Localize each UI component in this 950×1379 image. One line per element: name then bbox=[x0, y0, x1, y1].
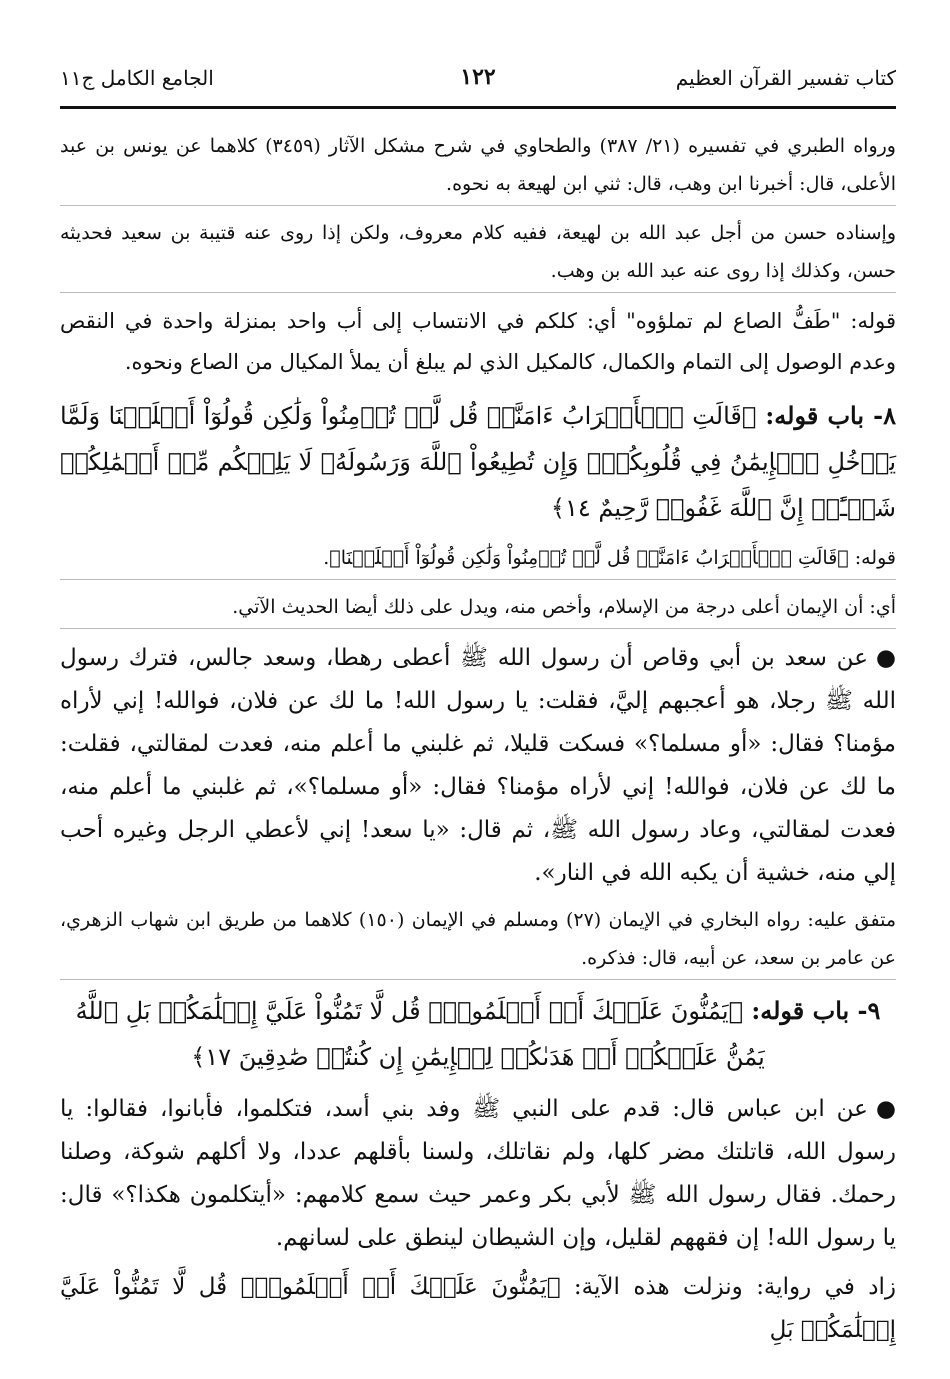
hadith-paragraph bbox=[60, 637, 896, 895]
hadith-paragraph bbox=[60, 1088, 896, 1260]
chapter-heading-9 bbox=[60, 988, 896, 1080]
narration-addition: زاد في رواية: ونزلت هذه الآية: ﴿يَمُنُّونَ عَلَيۡكَ أَنۡ أَسۡلَمُواْۖ قُل لَّا تَمُنُّواْ عَلَيَّ إِسۡلَٰمَكُمۖ بَلِ bbox=[60, 1274, 896, 1343]
hadith-source: متفق عليه: رواه البخاري في الإيمان (٢٧) ومسلم في الإيمان (١٥٠) كلاهما من طريق ابن شهاب الزهري، عن عامر بن سعد، عن أبيه، قال: فذكره. bbox=[60, 901, 896, 980]
quran-verse: ﴿قَالَتِ ٱلۡأَعۡرَابُ ءَامَنَّاۖ قُل لَّمۡ تُؤۡمِنُواْ وَلَٰكِن قُولُوٓاْ أَسۡلَمۡنَا وَلَمَّا يَدۡخُلِ ٱلۡإِيمَٰنُ فِي قُلُوبِكُمۡۖ وَإِن تُطِيعُواْ ٱللَّهَ وَرَسُولَهُۥ لَا يَلِتۡكُم مِّنۡ أَعۡمَٰلِكُمۡ شَيۡـًٔاۚ إِنَّ ٱللَّهَ غَفُورٞ رَّحِيمٌ ١٤﴾ bbox=[60, 402, 896, 522]
quran-verse: ﴿يَمُنُّونَ عَلَيۡكَ أَنۡ أَسۡلَمُواْۖ قُل لَّا تَمُنُّواْ عَلَيَّ إِسۡلَٰمَكُمۖ بَلِ ٱللَّهُ يَمُنُّ عَلَيۡكُمۡ أَنۡ هَدَىٰكُمۡ لِلۡإِيمَٰنِ إِن كُنتُمۡ صَٰدِقِينَ ١٧﴾ bbox=[75, 997, 765, 1071]
volume-label: الجامع الكامل ج١١ bbox=[60, 66, 214, 90]
footnote-paragraph: ورواه الطبري في تفسيره (٢١/ ٣٨٧) والطحاوي في شرح مشكل الآثار (٣٤٥٩) كلاهما عن يونس بن عبد الأعلى، قال: أخبرنا ابن وهب، قال: ثني ابن لهيعة به نحوه. bbox=[60, 127, 896, 206]
bullet-icon: ● bbox=[875, 1096, 896, 1122]
verse-quote: قوله: ﴿قَالَتِ ٱلۡأَعۡرَابُ ءَامَنَّاۖ قُل لَّمۡ تُؤۡمِنُواْ وَلَٰكِن قُولُوٓاْ أَسۡلَمۡنَا﴾. bbox=[60, 539, 896, 580]
page-header bbox=[60, 60, 896, 100]
footnote-paragraph: وإسناده حسن من أجل عبد الله بن لهيعة، ففيه كلام معروف، ولكن إذا روى عنه قتيبة بن سعيد فحديثه حسن، وكذلك إذا روى عنه عبد الله بن وهب. bbox=[60, 214, 896, 293]
header-rule bbox=[60, 106, 896, 109]
chapter-heading-label: ٩- باب قوله: bbox=[751, 996, 881, 1025]
chapter-heading-label: ٨- باب قوله: bbox=[765, 401, 896, 430]
explanation-paragraph: أي: أن الإيمان أعلى درجة من الإسلام، وأخص منه، ويدل على ذلك أيضا الحديث الآتي. bbox=[60, 588, 896, 629]
document-page bbox=[60, 60, 896, 1358]
hadith-text: عن ابن عباس قال: قدم على النبي ﷺ وفد بني أسد، فتكلموا، فأبانوا، فقالوا: يا رسول الله، قاتلتك مضر كلها، ولم نقاتلك، ولسنا بأقلهم عددا، ولا أكلهم شوكة، وصلنا رحمك. فقال رسول الله ﷺ لأبي بكر وعمر حيث سمع كلامهم: «أيتكلمون هكذا؟» قال: يا رسول الله! إن فقههم لقليل، وإن الشيطان لينطق على لسانهم. bbox=[60, 1096, 896, 1251]
commentary-paragraph: قوله: "طَفُّ الصاع لم تملؤوه" أي: كلكم في الانتساب إلى أب واحد بمنزلة واحدة في النقص وعدم الوصول إلى التمام والكمال، كالمكيل الذي لم يبلغ أن يملأ المكيال من الصاع ونحوه. bbox=[60, 309, 896, 374]
book-title: كتاب تفسير القرآن العظيم bbox=[675, 66, 896, 90]
hadith-text: عن سعد بن أبي وقاص أن رسول الله ﷺ أعطى رهطا، وسعد جالس، فترك رسول الله ﷺ رجلا، هو أعجبهم إليَّ، فقلت: يا رسول الله! ما لك عن فلان، فوالله! إني لأراه مؤمنا؟ فقال: «أو مسلما؟» فسكت قليلا، ثم غلبني ما أعلم منه، فعدت لمقالتي، فقلت: ما لك عن فلان، فوالله! إني لأراه مؤمنا؟ فقال: «أو مسلما؟»، ثم غلبني ما أعلم منه، فعدت لمقالتي، وعاد رسول الله ﷺ، ثم قال: «يا سعد! إني لأعطي الرجل وغيره أحب إلي منه، خشية أن يكبه الله في النار». bbox=[60, 645, 896, 886]
page-number: ١٢٢ bbox=[460, 64, 496, 90]
bullet-icon: ● bbox=[875, 645, 896, 671]
chapter-heading-8 bbox=[60, 393, 896, 531]
